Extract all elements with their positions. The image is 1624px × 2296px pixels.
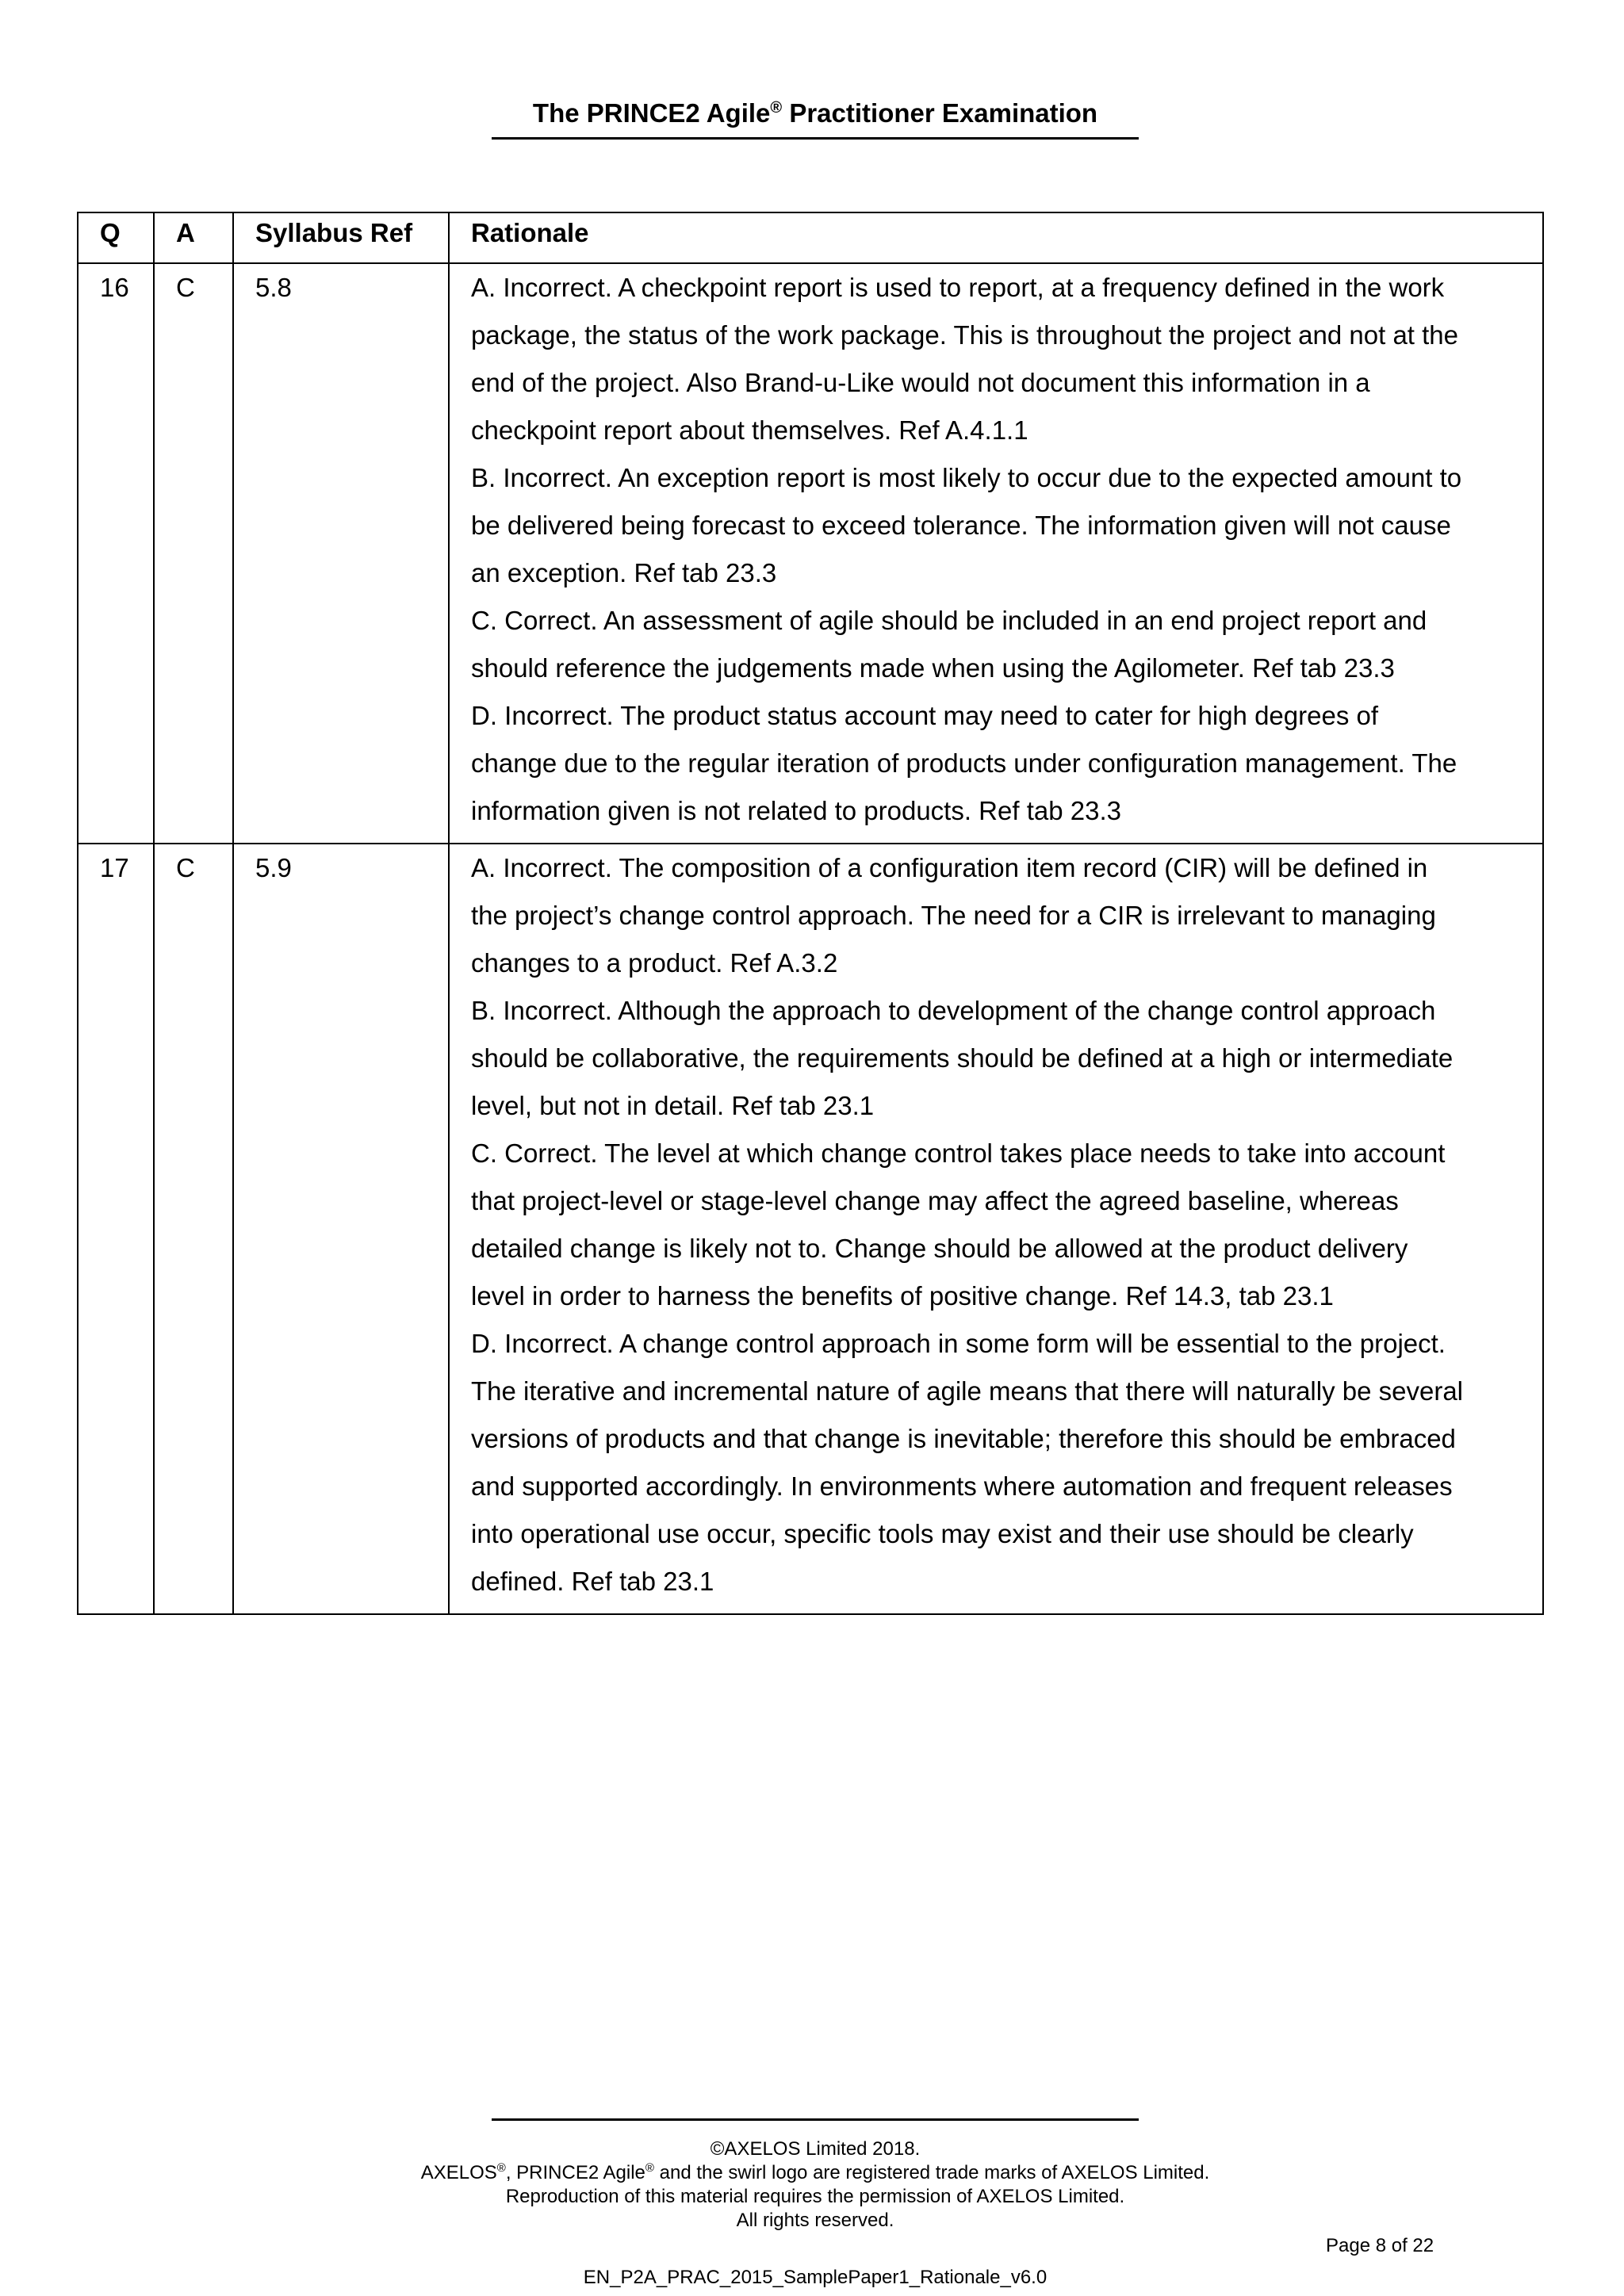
- rationale-line: checkpoint report about themselves. Ref A.4.1.1: [471, 415, 1028, 445]
- rationale-table: [77, 212, 1544, 1615]
- rationale-line: C. Correct. The level at which change control takes place needs to take into account: [471, 1138, 1446, 1168]
- cell-syllabus-ref: 5.8: [233, 263, 449, 844]
- footer-divider: [492, 2118, 1139, 2121]
- rationale-line: B. Incorrect. Although the approach to development of the change control approach: [471, 996, 1436, 1025]
- rationale-line: that project-level or stage-level change may affect the agreed baseline, whereas: [471, 1186, 1399, 1215]
- rationale-line: change due to the regular iteration of products under configuration management. The: [471, 748, 1457, 778]
- rationale-line: A. Incorrect. The composition of a configuration item record (CIR) will be defined in: [471, 853, 1428, 882]
- cell-rationale: [449, 844, 1543, 1614]
- table-row: [78, 844, 1543, 1614]
- table-header-row: [78, 212, 1543, 263]
- tm-text-3: and the swirl logo are registered trade marks of AXELOS Limited.: [653, 2162, 1210, 2183]
- rationale-line: A. Incorrect. A checkpoint report is used to report, at a frequency defined in the work: [471, 273, 1445, 302]
- page-number: Page 8 of 22: [1326, 2235, 1434, 2256]
- rationale-line: detailed change is likely not to. Change should be allowed at the product delivery: [471, 1234, 1408, 1263]
- document-code: EN_P2A_PRAC_2015_SamplePaper1_Rationale_v6.0: [583, 2267, 1048, 2288]
- rationale-line: level in order to harness the benefits of positive change. Ref 14.3, tab 23.1: [471, 1281, 1334, 1311]
- rationale-line: should be collaborative, the requirements should be defined at a high or intermediate: [471, 1043, 1454, 1073]
- rationale-line: package, the status of the work package. This is throughout the project and not at the: [471, 320, 1459, 350]
- registered-mark: ®: [770, 99, 783, 117]
- rationale-line: D. Incorrect. The product status account may need to cater for high degrees of: [471, 701, 1379, 730]
- rationale-line: information given is not related to products. Ref tab 23.3: [471, 796, 1121, 825]
- table-row: [78, 263, 1543, 844]
- cell-answer: C: [154, 263, 233, 844]
- column-header-a: A: [154, 212, 233, 263]
- column-header-q: Q: [78, 212, 154, 263]
- tm-registered-2: ®: [645, 2161, 654, 2175]
- rationale-line: The iterative and incremental nature of agile means that there will naturally be several: [471, 1376, 1464, 1406]
- rationale-line: the project’s change control approach. The need for a CIR is irrelevant to managing: [471, 901, 1436, 930]
- rationale-line: C. Correct. An assessment of agile should be included in an end project report and: [471, 606, 1427, 635]
- footer-trademarks: [257, 2161, 1373, 2185]
- rationale-line: end of the project. Also Brand-u-Like would not document this information in a: [471, 368, 1370, 397]
- tm-text-2: , PRINCE2 Agile: [505, 2162, 645, 2183]
- footer-rights: All rights reserved.: [736, 2210, 894, 2231]
- tm-registered-1: ®: [496, 2161, 506, 2175]
- cell-rationale: [449, 263, 1543, 844]
- rationale-line: an exception. Ref tab 23.3: [471, 558, 777, 587]
- rationale-line: into operational use occur, specific tools may exist and their use should be clearly: [471, 1519, 1414, 1548]
- rationale-line: level, but not in detail. Ref tab 23.1: [471, 1091, 875, 1120]
- table-body: [78, 263, 1543, 1614]
- page-title: [492, 94, 1139, 133]
- rationale-line: and supported accordingly. In environments where automation and frequent releases: [471, 1471, 1453, 1501]
- rationale-line: be delivered being forecast to exceed tolerance. The information given will not cause: [471, 511, 1451, 540]
- cell-question-number: 16: [78, 263, 154, 844]
- rationale-line: versions of products and that change is inevitable; therefore this should be embraced: [471, 1424, 1456, 1453]
- rationale-line: D. Incorrect. A change control approach in some form will be essential to the project.: [471, 1329, 1446, 1358]
- column-header-rationale: Rationale: [449, 212, 1543, 263]
- footer-reproduction: Reproduction of this material requires the permission of AXELOS Limited.: [505, 2186, 1125, 2207]
- cell-question-number: 17: [78, 844, 154, 1614]
- cell-answer: C: [154, 844, 233, 1614]
- footer-copyright: ©AXELOS Limited 2018.: [710, 2138, 921, 2160]
- rationale-line: defined. Ref tab 23.1: [471, 1567, 714, 1596]
- title-text-post: Practitioner Examination: [782, 98, 1098, 128]
- rationale-line: should reference the judgements made when using the Agilometer. Ref tab 23.3: [471, 653, 1395, 683]
- tm-text-1: AXELOS: [420, 2162, 497, 2183]
- rationale-line: B. Incorrect. An exception report is most likely to occur due to the expected amount to: [471, 463, 1462, 492]
- footer-notice: [257, 2137, 1373, 2233]
- rationale-line: changes to a product. Ref A.3.2: [471, 948, 838, 978]
- cell-syllabus-ref: 5.9: [233, 844, 449, 1614]
- title-text-pre: The PRINCE2 Agile: [532, 98, 771, 128]
- header-divider: [492, 137, 1139, 140]
- column-header-syllabus-ref: Syllabus Ref: [233, 212, 449, 263]
